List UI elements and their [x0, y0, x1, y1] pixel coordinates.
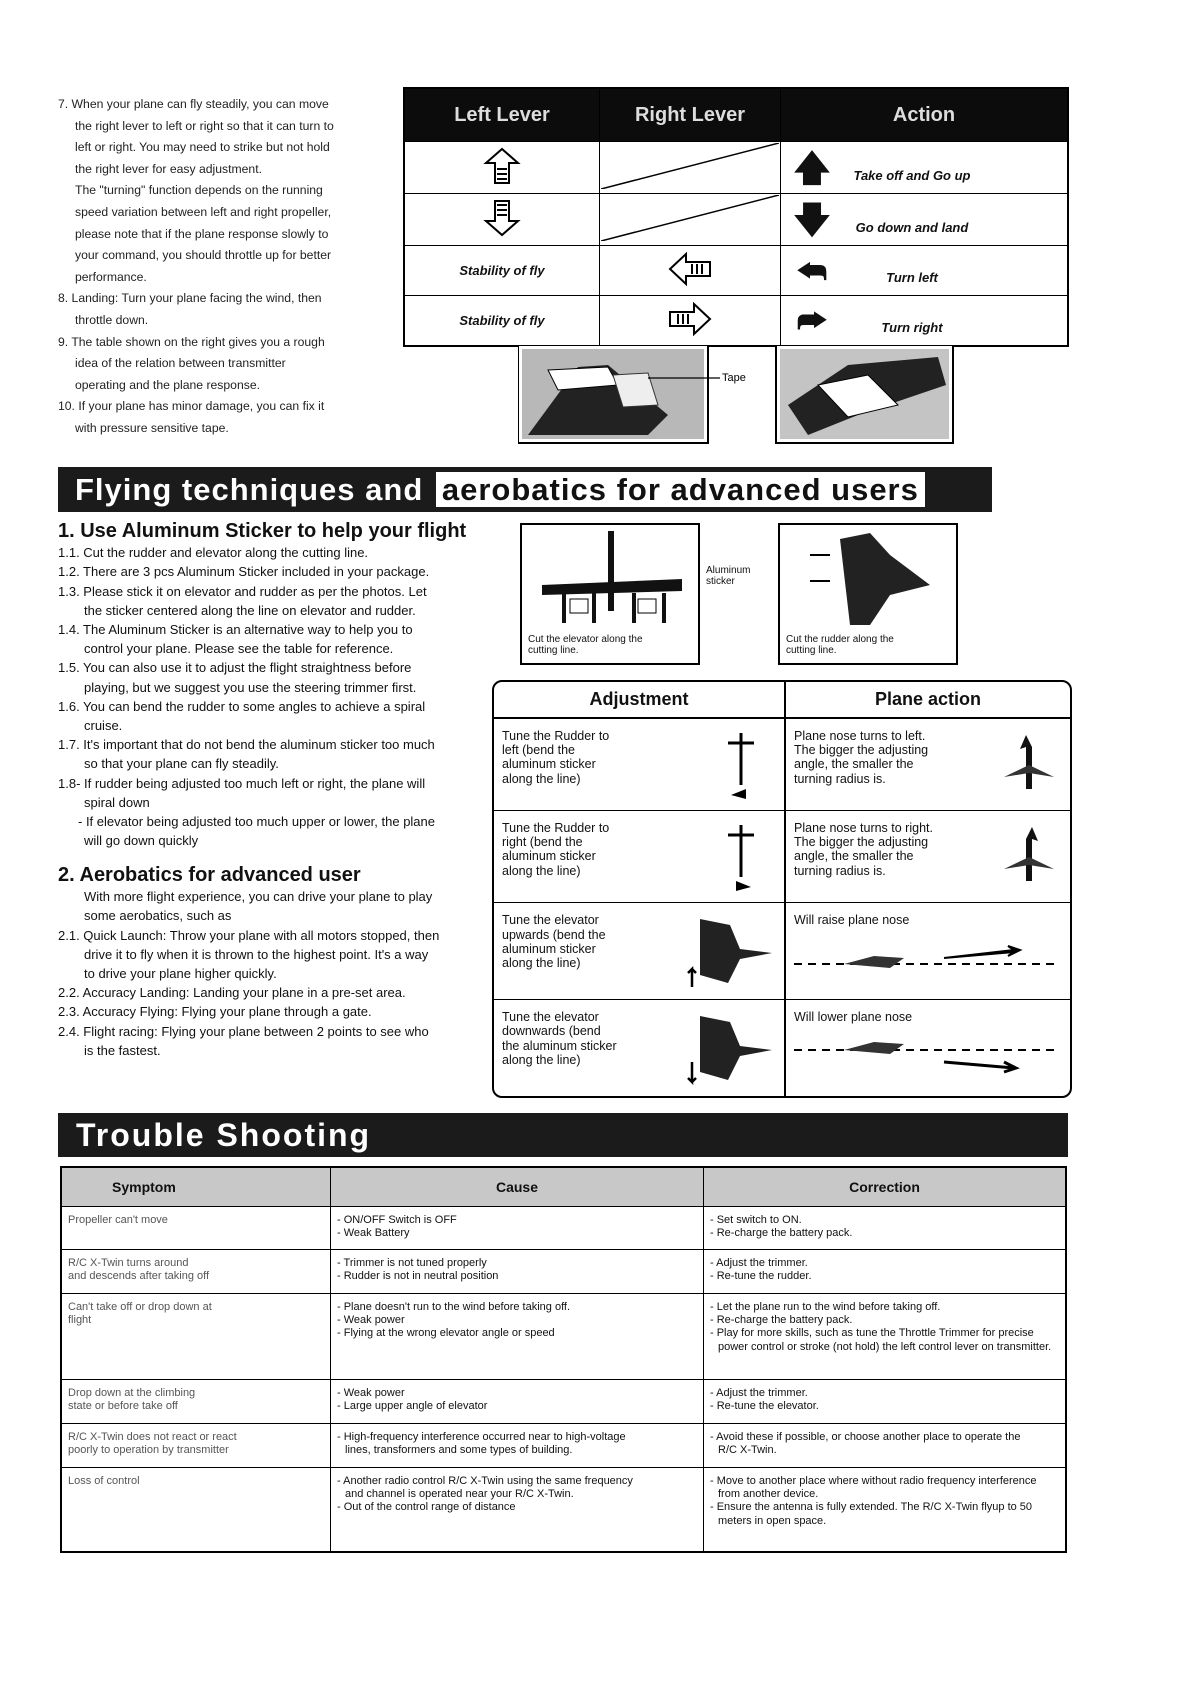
cause-line: - Trimmer is not tuned properly [337, 1257, 487, 1269]
left-lever-label: Stability of fly [404, 246, 600, 296]
banner-highlight: Flying techniques and [75, 472, 424, 507]
section-line: 1.8- If rudder being adjusted too much left or right, the plane will [58, 775, 426, 791]
section-line: the sticker centered along the line on elevator and rudder. [84, 602, 416, 618]
adjust-line: along the line) [502, 1053, 581, 1068]
section-line: playing, but we suggest you use the steering trimmer first. [84, 679, 417, 695]
left-lever-label: Stability of fly [404, 296, 600, 347]
cause-line: - Weak Battery [337, 1227, 410, 1240]
elevator-photo [520, 523, 700, 665]
action-label: Go down and land [855, 219, 969, 235]
section-line: 1.7. It's important that do not bend the aluminum sticker too much [58, 737, 435, 753]
section-line: 2.2. Accuracy Landing: Landing your plane in a pre-set area. [58, 985, 406, 1001]
section-line: will go down quickly [84, 833, 199, 849]
section-line: 1.6. You can bend the rudder to some angles to achieve a spiral [58, 698, 426, 714]
symptom-line: Propeller can't move [68, 1214, 168, 1226]
section-line: 2.1. Quick Launch: Throw your plane with all motors stopped, then [58, 927, 440, 943]
adjust-row [494, 999, 1070, 1096]
instr-7-line: the right lever for easy adjustment. [75, 161, 262, 176]
instr-7-line: the right lever to left or right so that it can turn to [75, 118, 334, 133]
trouble-table [60, 1166, 1067, 1553]
section-aerobatics [58, 866, 480, 1060]
correction-line: - Re-charge the battery pack. [710, 1314, 853, 1327]
table-row [61, 1250, 1066, 1294]
cause-line: and channel is operated near your R/C X-Twin. [345, 1488, 574, 1501]
cut-elevator-caption: Cut the elevator along the cutting line. [528, 634, 643, 656]
cause-line: - Rudder is not in neutral position [337, 1270, 499, 1283]
action-label: Turn left [886, 269, 938, 285]
symptom-line: poorly to operation by transmitter [68, 1444, 229, 1457]
correction-line: R/C X-Twin. [718, 1444, 777, 1457]
adjust-line: Tune the elevator [502, 913, 599, 928]
action-line: Will lower plane nose [794, 1009, 913, 1024]
adjust-row [494, 810, 1070, 903]
correction-line: - Adjust the trimmer. [710, 1257, 808, 1269]
section-line: so that your plane can fly steadily. [84, 756, 279, 772]
instr-10-line: with pressure sensitive tape. [75, 420, 229, 435]
elevator-up-icon [680, 913, 776, 989]
adjust-line: Tune the Rudder to [502, 820, 610, 835]
cause-line: - High-frequency interference occurred near to high-voltage [337, 1431, 626, 1443]
symptom-line: R/C X-Twin turns around [68, 1257, 189, 1269]
section-line: 1.3. Please stick it on elevator and rudder as per the photos. Let [58, 583, 427, 599]
tape-repair-figure [518, 345, 955, 445]
action-line: Will raise plane nose [794, 913, 910, 928]
correction-line: - Move to another place where without radio frequency interference [710, 1475, 1037, 1487]
correction-line: - Set switch to ON. [710, 1214, 802, 1226]
control-row [404, 194, 1068, 246]
elevator-drawing [522, 525, 698, 629]
lever-up-icon [404, 142, 600, 194]
correction-line: - Re-tune the elevator. [710, 1400, 819, 1413]
col-right-lever: Right Lever [600, 88, 781, 142]
table-row [61, 1294, 1066, 1380]
instr-10-line: 10. If your plane has minor damage, you can fix it [58, 399, 325, 414]
symptom-line: state or before take off [68, 1400, 178, 1413]
instr-7-line: speed variation between left and right propeller, [75, 204, 332, 219]
lever-right-icon [600, 296, 781, 347]
section-banner-flying [58, 467, 992, 512]
lever-down-icon [404, 194, 600, 246]
turn-right-arrow-icon: ⮫ [797, 302, 827, 339]
instr-7-line: 7. When your plane can fly steadily, you can move [58, 97, 329, 111]
action-line: angle, the smaller the [794, 849, 914, 864]
action-line: The bigger the adjusting [794, 835, 929, 850]
section-aluminum-sticker [58, 522, 480, 850]
tape-label: Tape [722, 372, 746, 384]
no-input-cell [600, 142, 781, 194]
tape-photo-right [776, 345, 953, 443]
action-line: Plane nose turns to left. [794, 728, 926, 743]
instr-7-line: left or right. You may need to strike but not hold [75, 140, 330, 155]
cause-line: - Large upper angle of elevator [337, 1400, 488, 1413]
adjust-line: downwards (bend [502, 1024, 601, 1039]
plane-turn-left-icon [996, 729, 1062, 799]
section-line: 1.1. Cut the rudder and elevator along the cutting line. [58, 545, 369, 561]
control-table [403, 87, 1069, 347]
arrow-down-icon: 🡇 [793, 198, 831, 240]
section-line: - If elevator being adjusted too much upper or lower, the plane [78, 814, 435, 830]
plane-nose-up-icon [794, 928, 1054, 978]
adjust-line: right (bend the [502, 835, 583, 850]
col-symptom: Symptom [61, 1167, 331, 1207]
correction-line: meters in open space. [718, 1514, 827, 1527]
rudder-left-icon [706, 729, 776, 799]
correction-line: - Let the plane run to the wind before taking off. [710, 1301, 941, 1313]
instr-9-line: idea of the relation between transmitter [75, 356, 286, 371]
col-cause: Cause [331, 1167, 704, 1207]
symptom-line: flight [68, 1314, 92, 1327]
section-line: With more flight experience, you can drive your plane to play [84, 889, 433, 905]
cause-line: - Flying at the wrong elevator angle or speed [337, 1327, 555, 1340]
action-line: turning radius is. [794, 863, 886, 878]
adjust-line: Tune the Rudder to [502, 728, 610, 743]
symptom-line: Loss of control [68, 1475, 140, 1487]
instr-7-line: The "turning" function depends on the running [75, 183, 323, 198]
adjust-line: along the line) [502, 771, 581, 786]
table-row [61, 1468, 1066, 1552]
correction-line: - Adjust the trimmer. [710, 1387, 808, 1399]
symptom-line: and descends after taking off [68, 1270, 210, 1283]
col-left-lever: Left Lever [404, 88, 600, 142]
cause-line: - Another radio control R/C X-Twin using the same frequency [337, 1475, 633, 1487]
section-title: 1. Use Aluminum Sticker to help your flight [58, 520, 467, 542]
action-line: angle, the smaller the [794, 757, 914, 772]
instr-7-line: please note that if the plane response slowly to [75, 226, 329, 241]
section-line: is the fastest. [84, 1042, 161, 1058]
section-line: drive it to fly when it is thrown to the highest point. It's a way [84, 946, 429, 962]
section-line: spiral down [84, 794, 150, 810]
section-line: cruise. [84, 718, 123, 734]
adjust-line: along the line) [502, 863, 581, 878]
instr-7-line: performance. [75, 269, 147, 284]
cut-rudder-caption: Cut the rudder along the cutting line. [786, 634, 894, 656]
action-line: The bigger the adjusting [794, 743, 929, 757]
arrow-up-icon: 🡅 [793, 146, 831, 188]
table-row [61, 1424, 1066, 1468]
section-line: 2.4. Flight racing: Flying your plane between 2 points to see who [58, 1023, 429, 1039]
adjust-line: aluminum sticker [502, 942, 596, 957]
rudder-right-icon [706, 821, 776, 891]
cause-line: - Weak power [337, 1387, 405, 1399]
plane-nose-down-icon [794, 1024, 1054, 1074]
rudder-photo [778, 523, 958, 665]
table-row [61, 1207, 1066, 1250]
section-line: control your plane. Please see the table for reference. [84, 641, 394, 657]
adjust-line: the aluminum sticker [502, 1038, 617, 1053]
elevator-down-icon [680, 1010, 776, 1086]
instr-7-line: your command, you should throttle up for better [75, 248, 332, 263]
symptom-line: Drop down at the climbing [68, 1387, 196, 1399]
aluminum-sticker-label: Aluminum sticker [706, 565, 751, 587]
section-banner-trouble: Trouble Shooting [58, 1113, 1068, 1157]
cause-line: lines, transformers and some types of building. [345, 1444, 573, 1457]
adjust-line: aluminum sticker [502, 757, 596, 772]
section-line: 2.3. Accuracy Flying: Flying your plane through a gate. [58, 1004, 372, 1020]
cause-line: - Out of the control range of distance [337, 1501, 516, 1514]
symptom-line: R/C X-Twin does not react or react [68, 1431, 237, 1443]
section-line: to drive your plane higher quickly. [84, 966, 277, 982]
section-line: 1.5. You can also use it to adjust the flight straightness before [58, 660, 412, 676]
cause-line: - Plane doesn't run to the wind before taking off. [337, 1301, 571, 1313]
action-label: Take off and Go up [853, 167, 971, 183]
section-line: 1.4. The Aluminum Sticker is an alternative way to help you to [58, 622, 413, 638]
sticker-figure [520, 523, 960, 663]
symptom-line: Can't take off or drop down at [68, 1301, 212, 1313]
instr-9-line: 9. The table shown on the right gives you a rough [58, 334, 325, 349]
correction-line: - Re-tune the rudder. [710, 1270, 812, 1283]
tape-photo-left [518, 345, 708, 443]
correction-line: from another device. [718, 1488, 819, 1501]
cause-line: - ON/OFF Switch is OFF [337, 1214, 457, 1226]
correction-line: - Ensure the antenna is fully extended. The R/C X-Twin flyup to 50 [710, 1501, 1033, 1514]
adjustment-table [492, 680, 1072, 1098]
turn-left-arrow-icon: ⮪ [797, 252, 827, 289]
col-correction: Correction [704, 1167, 1067, 1207]
section-title: 2. Aerobatics for advanced user [58, 864, 361, 886]
adjust-line: aluminum sticker [502, 849, 596, 864]
correction-line: power control or stroke (not hold) the left control lever on transmitter. [718, 1340, 1052, 1353]
control-row [404, 296, 1068, 347]
cause-line: - Weak power [337, 1314, 405, 1327]
correction-line: - Re-charge the battery pack. [710, 1227, 853, 1240]
col-plane-action: Plane action [785, 682, 1070, 718]
adjust-line: along the line) [502, 956, 581, 971]
col-action: Action [781, 88, 1069, 142]
section-line: 1.2. There are 3 pcs Aluminum Sticker included in your package. [58, 564, 430, 580]
instr-8-line: 8. Landing: Turn your plane facing the wind, then [58, 291, 322, 306]
adjust-line: left (bend the [502, 743, 575, 757]
instr-8-line: throttle down. [75, 312, 149, 327]
action-line: turning radius is. [794, 771, 886, 786]
correction-line: - Avoid these if possible, or choose another place to operate the [710, 1431, 1021, 1443]
table-row [61, 1380, 1066, 1424]
instructions [58, 94, 378, 440]
lever-left-icon [600, 246, 781, 296]
action-label: Turn right [881, 319, 943, 335]
banner-tail: aerobatics for advanced users [436, 472, 925, 507]
col-adjustment: Adjustment [494, 682, 785, 718]
control-row [404, 246, 1068, 296]
no-input-cell [600, 194, 781, 246]
action-line: Plane nose turns to right. [794, 820, 933, 835]
plane-turn-right-icon [996, 821, 1062, 891]
instr-9-line: operating and the plane response. [75, 377, 260, 392]
control-row [404, 142, 1068, 194]
adjust-row [494, 718, 1070, 811]
adjust-line: Tune the elevator [502, 1009, 599, 1024]
adjust-row [494, 903, 1070, 1000]
section-line: some aerobatics, such as [84, 908, 232, 924]
correction-line: - Play for more skills, such as tune the Throttle Trimmer for precise [710, 1327, 1034, 1340]
adjust-line: upwards (bend the [502, 927, 606, 942]
rudder-drawing [780, 525, 956, 629]
